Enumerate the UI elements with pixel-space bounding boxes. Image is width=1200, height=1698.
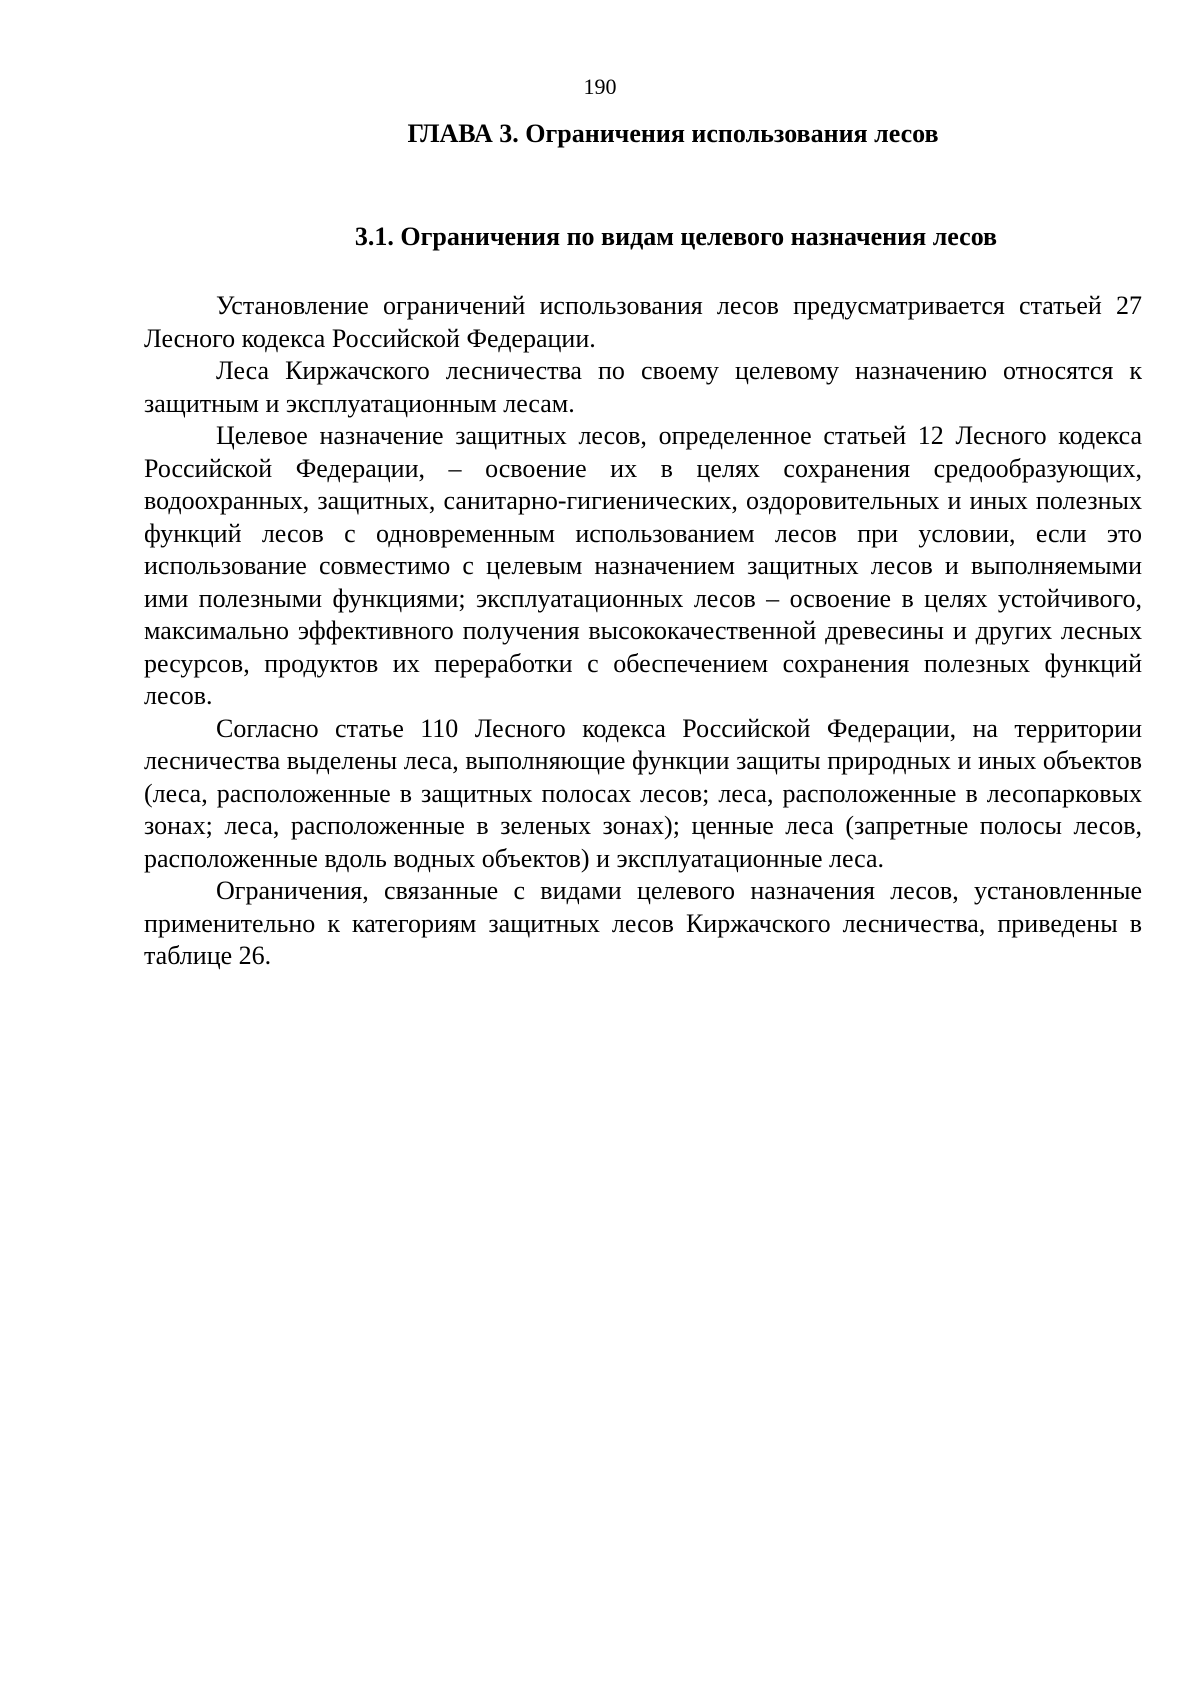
body-text bbox=[144, 290, 1142, 973]
paragraph-4: Согласно статье 110 Лесного кодекса Российской Федерации, на территории лесничества выделены леса, выполняющие функции защиты природных и иных объектов (леса, расположенные в защитных полосах лесов; леса, расположенные в лесопарковых зонах; леса, расположенные в зеленых зонах); ценные леса (запретные полосы лесов, расположенные вдоль водных объектов) и эксплуатационные леса. bbox=[144, 713, 1142, 873]
section-title: 3.1. Ограничения по видам целевого назначения лесов bbox=[354, 222, 998, 251]
paragraph-3: Целевое назначение защитных лесов, определенное статьей 12 Лесного кодекса Российской Федерации, – освоение их в целях сохранения средообразующих, водоохранных, защитных, санитарно-гигиенических, оздоровительных и иных полезных функций лесов с одновременным использованием лесов при условии, если это использование совместимо с целевым назначением защитных лесов и выполняемыми ими полезными функциями; эксплуатационных лесов – освоение в целях устойчивого, максимально эффективного получения высококачественной древесины и других лесных ресурсов, продуктов их переработки с обеспечением сохранения полезных функций лесов. bbox=[144, 421, 1142, 710]
paragraph-1: Установление ограничений использования лесов предусматривается статьей 27 Лесного кодекса Российской Федерации. bbox=[144, 291, 1142, 353]
paragraph-5: Ограничения, связанные с видами целевого назначения лесов, установленные применительно к категориям защитных лесов Киржачского лесничества, приведены в таблице 26. bbox=[144, 876, 1142, 970]
paragraph-2: Леса Киржачского лесничества по своему целевому назначению относятся к защитным и эксплуатационным лесам. bbox=[144, 356, 1142, 418]
chapter-title: ГЛАВА 3. Ограничения использования лесов bbox=[407, 119, 939, 148]
page-number: 190 bbox=[583, 74, 617, 99]
